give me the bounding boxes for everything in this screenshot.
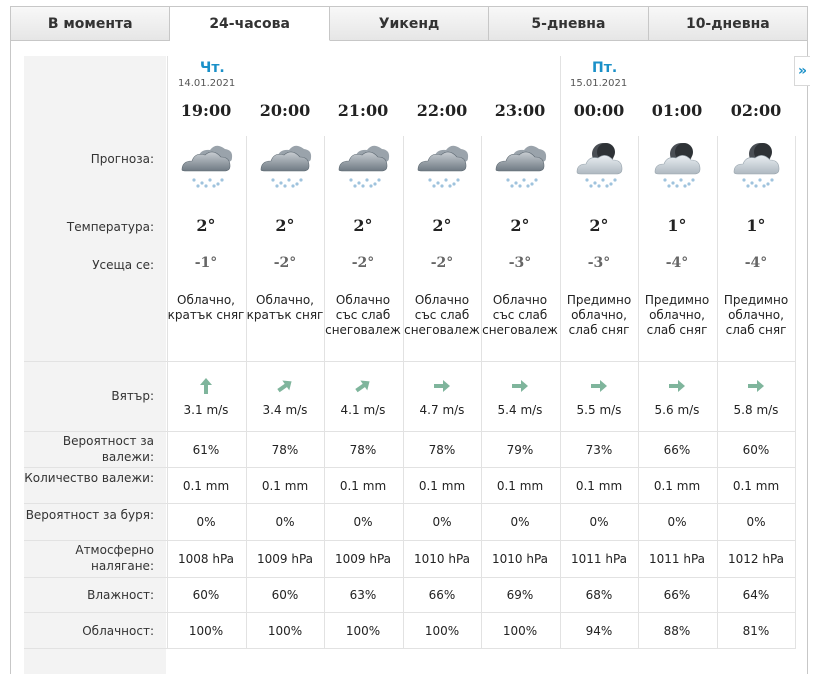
day-date: 14.01.2021 [178,78,236,89]
storm-probability: 0% [746,515,766,529]
feels-like-value: -2° [351,255,375,271]
wind-direction [324,376,402,396]
precip-probability: 73% [585,443,613,457]
description-line: кратък сняг [246,308,324,322]
label-feels-like: Усеща се: [92,258,154,272]
humidity-value: 68% [585,588,613,602]
label-cloudiness: Облачност: [82,624,154,638]
row-divider [24,467,796,468]
tab-weekend[interactable]: Уикенд [330,6,489,41]
precip-amount: 0.1 mm [653,479,701,493]
label-pressure: Атмосферно налягане: [75,543,154,573]
row-divider [24,648,796,649]
weather-description [246,293,324,323]
night-cloudy-snow-icon [726,140,786,188]
wind-speed: 5.8 m/s [733,403,779,417]
row-divider [24,361,796,362]
storm-probability: 0% [432,515,452,529]
description-line: кратък сняг [167,308,245,322]
tab-10-day[interactable]: 10-дневна [649,6,808,41]
cloudy-snow-icon [255,140,315,188]
row-divider [24,431,796,432]
temperature-value: 1° [746,216,766,235]
humidity-value: 69% [506,588,534,602]
wind-arrow-icon [353,376,373,396]
cloudiness-value: 88% [663,624,691,638]
feels-like-value: -4° [665,255,689,271]
description-line: Облачно, [256,293,314,307]
label-precip-prob: Вероятност за валежи: [62,434,154,464]
weather-description [481,293,559,338]
storm-probability: 0% [353,515,373,529]
wind-speed: 5.6 m/s [654,403,700,417]
wind-speed: 3.1 m/s [183,403,229,417]
wind-direction [717,376,795,396]
precip-probability: 78% [271,443,299,457]
precip-amount: 0.1 mm [418,479,466,493]
precip-amount: 0.1 mm [261,479,309,493]
wind-speed: 3.4 m/s [262,403,308,417]
wind-speed: 4.1 m/s [340,403,386,417]
wind-arrow-icon [589,376,609,396]
storm-probability: 0% [589,515,609,529]
column-divider [795,136,796,648]
description-line: Облачно [414,293,470,307]
weather-description [167,293,245,323]
weather-description [638,293,716,338]
humidity-value: 66% [663,588,691,602]
description-line: Предимно [723,293,789,307]
weather-description [324,293,402,338]
label-wind: Вятър: [111,389,154,403]
wind-arrow-icon [275,376,295,396]
cloudy-snow-icon [333,140,393,188]
hour-label: 22:00 [416,101,468,120]
precip-probability: 79% [506,443,534,457]
humidity-value: 66% [428,588,456,602]
label-storm-prob: Вероятност за буря: [25,508,154,522]
precip-amount: 0.1 mm [575,479,623,493]
hour-label: 01:00 [651,101,703,120]
tab-now[interactable]: В момента [10,6,170,41]
cloudy-snow-icon [412,140,472,188]
wind-speed: 5.4 m/s [497,403,543,417]
forecast-tabs [10,6,808,41]
humidity-value: 64% [742,588,770,602]
temperature-value: 2° [353,216,373,235]
description-line: Предимно [644,293,710,307]
storm-probability: 0% [275,515,295,529]
pressure-value: 1012 hPa [727,552,784,566]
feels-like-value: -2° [430,255,454,271]
day-header-thursday [178,60,235,90]
label-temperature: Температура: [66,220,154,234]
wind-speed: 5.5 m/s [576,403,622,417]
precip-amount: 0.1 mm [732,479,780,493]
label-humidity: Влажност: [87,588,154,602]
wind-arrow-icon [510,376,530,396]
feels-like-value: -4° [744,255,768,271]
precip-probability: 66% [663,443,691,457]
wind-direction [403,376,481,396]
storm-probability: 0% [667,515,687,529]
night-cloudy-snow-icon [647,140,707,188]
next-hours-button[interactable]: » [794,56,810,86]
precip-amount: 0.1 mm [339,479,387,493]
hour-label: 00:00 [573,101,625,120]
precip-probability: 78% [428,443,456,457]
hour-label: 19:00 [180,101,232,120]
description-line: слаб сняг [646,323,708,337]
pressure-value: 1008 hPa [177,552,234,566]
wind-arrow-icon [432,376,452,396]
tab-5-day[interactable]: 5-дневна [489,6,648,41]
feels-like-value: -3° [508,255,532,271]
pressure-value: 1009 hPa [334,552,391,566]
wind-direction [638,376,716,396]
label-forecast: Прогноза: [90,152,154,166]
hour-label: 02:00 [730,101,782,120]
description-line: облачно, [649,308,705,322]
label-precip-amount: Количество валежи: [24,471,154,485]
cloudiness-value: 94% [585,624,613,638]
cloudy-snow-icon [490,140,550,188]
row-labels-column [24,56,166,674]
day-name: Чт. [200,60,225,76]
hour-label: 21:00 [337,101,389,120]
description-line: слаб сняг [725,323,787,337]
pressure-value: 1011 hPa [570,552,627,566]
precip-amount: 0.1 mm [496,479,544,493]
night-cloudy-snow-icon [569,140,629,188]
row-divider [24,540,796,541]
storm-probability: 0% [196,515,216,529]
row-divider [24,577,796,578]
cloudiness-value: 81% [742,624,770,638]
temperature-value: 2° [589,216,609,235]
cloudiness-value: 100% [267,624,303,638]
description-line: снеговалеж [404,323,480,337]
cloudiness-value: 100% [188,624,224,638]
pressure-value: 1010 hPa [413,552,470,566]
wind-direction [246,376,324,396]
pressure-value: 1011 hPa [648,552,705,566]
description-line: Облачно [492,293,548,307]
description-line: Облачно, [177,293,235,307]
description-line: облачно, [728,308,784,322]
feels-like-value: -3° [587,255,611,271]
wind-speed: 4.7 m/s [419,403,465,417]
description-line: слаб сняг [568,323,630,337]
hour-label: 20:00 [259,101,311,120]
humidity-value: 63% [349,588,377,602]
description-line: снеговалеж [482,323,558,337]
hour-label: 23:00 [494,101,546,120]
temperature-value: 2° [196,216,216,235]
precip-probability: 60% [742,443,770,457]
description-line: със слаб [492,308,548,322]
temperature-value: 2° [510,216,530,235]
weather-description [717,293,795,338]
humidity-value: 60% [192,588,220,602]
cloudiness-value: 100% [502,624,538,638]
day-header-friday [570,60,627,90]
description-line: със слаб [335,308,391,322]
wind-direction [481,376,559,396]
wind-direction [167,376,245,396]
storm-probability: 0% [510,515,530,529]
description-line: Облачно [335,293,391,307]
description-line: със слаб [414,308,470,322]
weather-description [560,293,638,338]
description-line: снеговалеж [325,323,401,337]
row-divider [24,612,796,613]
wind-arrow-icon [196,376,216,396]
pressure-value: 1009 hPa [256,552,313,566]
cloudy-snow-icon [176,140,236,188]
humidity-value: 60% [271,588,299,602]
tab-24-hour[interactable]: 24-часова [170,6,329,41]
feels-like-value: -1° [194,255,218,271]
description-line: облачно, [571,308,627,322]
temperature-value: 2° [432,216,452,235]
precip-probability: 61% [192,443,220,457]
cloudiness-value: 100% [424,624,460,638]
row-divider [24,503,796,504]
precip-amount: 0.1 mm [182,479,230,493]
pressure-value: 1010 hPa [491,552,548,566]
precip-probability: 78% [349,443,377,457]
temperature-value: 1° [667,216,687,235]
wind-arrow-icon [667,376,687,396]
cloudiness-value: 100% [345,624,381,638]
temperature-value: 2° [275,216,295,235]
wind-direction [560,376,638,396]
weather-description [403,293,481,338]
wind-arrow-icon [746,376,766,396]
day-date: 15.01.2021 [570,78,628,89]
description-line: Предимно [566,293,632,307]
feels-like-value: -2° [273,255,297,271]
day-name: Пт. [592,60,618,76]
